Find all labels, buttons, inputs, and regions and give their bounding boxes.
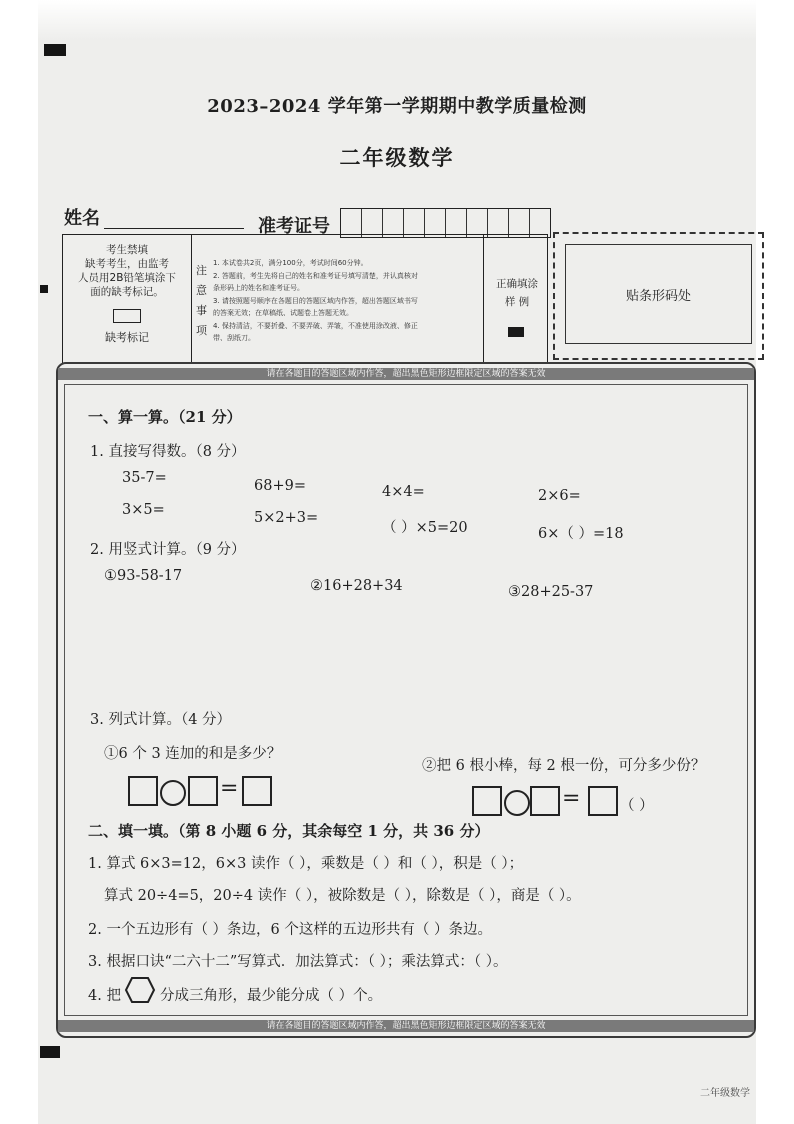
q1-title: 1. 直接写得数。（8 分）: [90, 444, 246, 460]
notes-label-char: 意: [196, 284, 207, 297]
correct-fill-line: 正确填涂: [496, 278, 538, 290]
absent-mark-box[interactable]: [113, 309, 141, 323]
absent-notice-line: 面的缺考标记。: [90, 286, 164, 298]
exam-subject: 二年级数学: [339, 145, 455, 170]
exam-id-digit-box[interactable]: [509, 209, 530, 237]
exam-id-digit-box[interactable]: [341, 209, 362, 237]
fill-line-5-suffix: 分成三角形，最少能分成（ ）个。: [160, 988, 383, 1004]
q1-item: 2×6=: [538, 488, 581, 504]
equals-sign: =: [220, 776, 239, 801]
notes-label-char: 事: [196, 304, 207, 317]
answer-box[interactable]: [242, 776, 272, 806]
fill-line-2: 算式 20÷4=5，20÷4 读作（ ），被除数是（ ），除数是（ ），商是（ ）。: [104, 888, 581, 904]
answer-box[interactable]: [188, 776, 218, 806]
note-item: 的答案无效；在草稿纸、试题卷上答题无效。: [213, 309, 353, 317]
fill-line-3: 2. 一个五边形有（ ）条边，6 个这样的五边形共有（ ）条边。: [88, 922, 492, 938]
q2-title: 2. 用竖式计算。（9 分）: [90, 542, 246, 558]
unit-blank[interactable]: （ ）: [620, 798, 654, 814]
name-label: 姓名: [64, 208, 100, 229]
q1-item: 5×2+3=: [254, 510, 319, 526]
correct-fill-label: [489, 275, 545, 311]
answer-notice-text: 请在各题目的答题区域内作答，超出黑色矩形边框限定区域的答案无效: [266, 369, 546, 379]
exam-id-label: 准考证号: [258, 216, 330, 237]
notes-label: [196, 261, 210, 341]
exam-info-box: [62, 234, 548, 364]
section1-title: 一、算一算。（21 分）: [88, 408, 242, 426]
q3-item: ①6 个 3 连加的和是多少？: [104, 746, 282, 762]
exam-id-digit-box[interactable]: [467, 209, 488, 237]
note-item: 条形码上的姓名和准考证号。: [213, 284, 304, 292]
q1-item: 4×4=: [382, 484, 425, 500]
exam-id-digit-box[interactable]: [404, 209, 425, 237]
notes-list: [213, 257, 481, 345]
note-item: 1. 本试卷共2页，满分100分，考试时间60分钟。: [213, 259, 368, 267]
note-item: 带、刮纸刀。: [213, 334, 255, 342]
fill-line-4: 3. 根据口诀“二六十二”写算式．加法算式：（ ）；乘法算式：（ ）。: [88, 954, 508, 970]
q3-title: 3. 列式计算。（4 分）: [90, 712, 232, 728]
equals-sign: =: [562, 786, 581, 811]
alignment-mark-bottom: [40, 1046, 60, 1058]
q1-item: 35-7=: [122, 470, 167, 486]
exam-id-digit-box[interactable]: [383, 209, 404, 237]
alignment-mark-top: [44, 44, 66, 56]
footer-label: 二年级数学: [700, 1088, 750, 1099]
hexagon-icon: [124, 976, 156, 1004]
q1-item: 3×5=: [122, 502, 165, 518]
answer-notice-text: 请在各题目的答题区域内作答，超出黑色矩形边框限定区域的答案无效: [266, 1021, 546, 1031]
info-divider: [483, 235, 484, 363]
q2-item: ③28+25-37: [508, 584, 594, 600]
notes-label-char: 项: [196, 324, 207, 337]
exam-id-digit-box[interactable]: [488, 209, 509, 237]
barcode-frame: [565, 244, 752, 344]
answer-box[interactable]: [530, 786, 560, 816]
alignment-mark-left: [40, 285, 48, 293]
correct-fill-sample: [508, 327, 524, 337]
exam-id-digit-box[interactable]: [425, 209, 446, 237]
note-item: 2. 答题前，考生先将自己的姓名和准考证号填写清楚，并认真核对: [213, 271, 418, 280]
exam-id-digit-box[interactable]: [446, 209, 467, 237]
q2-item: ①93-58-17: [104, 568, 183, 584]
info-divider: [191, 235, 192, 363]
note-item: 3. 请按照题号顺序在各题目的答题区域内作答，超出答题区域书写: [213, 296, 418, 305]
absent-mark-label: 缺考标记: [105, 331, 149, 344]
exam-id-digit-box[interactable]: [362, 209, 383, 237]
notes-label-char: 注: [196, 264, 207, 277]
operator-circle[interactable]: [504, 790, 530, 816]
section2-title: 二、填一填。（第 8 小题 6 分，其余每空 1 分，共 36 分）: [88, 822, 490, 840]
paper-top-fade: [38, 0, 756, 40]
barcode-area: [553, 232, 764, 360]
fill-line-5-prefix: 4. 把: [88, 988, 121, 1004]
absent-notice-line: 缺考考生，由监考: [85, 258, 169, 270]
name-field[interactable]: [104, 228, 244, 229]
q2-item: ②16+28+34: [310, 578, 403, 594]
correct-fill-line: 样 例: [504, 296, 530, 308]
absent-notice-line: 考生禁填: [106, 244, 148, 256]
note-item: 4. 保持清洁，不要折叠、不要弄破、弄皱，不准使用涂改液、修正: [213, 321, 418, 330]
fill-line-1: 1. 算式 6×3=12，6×3 读作（ ），乘数是（ ）和（ ），积是（ ）；: [88, 856, 524, 872]
answer-notice-bottom: [58, 1020, 754, 1032]
exam-title: 2023–2024 学年第一学期期中教学质量检测: [207, 96, 587, 117]
absent-notice-line: 人员用2B铅笔填涂下: [78, 272, 176, 284]
answer-box[interactable]: [588, 786, 618, 816]
barcode-label: 贴条形码处: [625, 289, 691, 304]
answer-notice-top: [58, 368, 754, 380]
q1-item: （ ）×5=20: [382, 520, 468, 536]
absent-notice: [65, 243, 189, 299]
operator-circle[interactable]: [160, 780, 186, 806]
q1-item: 6×（ ）=18: [538, 526, 624, 542]
q1-item: 68+9=: [254, 478, 306, 494]
answer-box[interactable]: [472, 786, 502, 816]
answer-box[interactable]: [128, 776, 158, 806]
q3-item: ②把 6 根小棒，每 2 根一份，可分多少份？: [422, 758, 706, 774]
exam-id-digit-box[interactable]: [530, 209, 550, 237]
